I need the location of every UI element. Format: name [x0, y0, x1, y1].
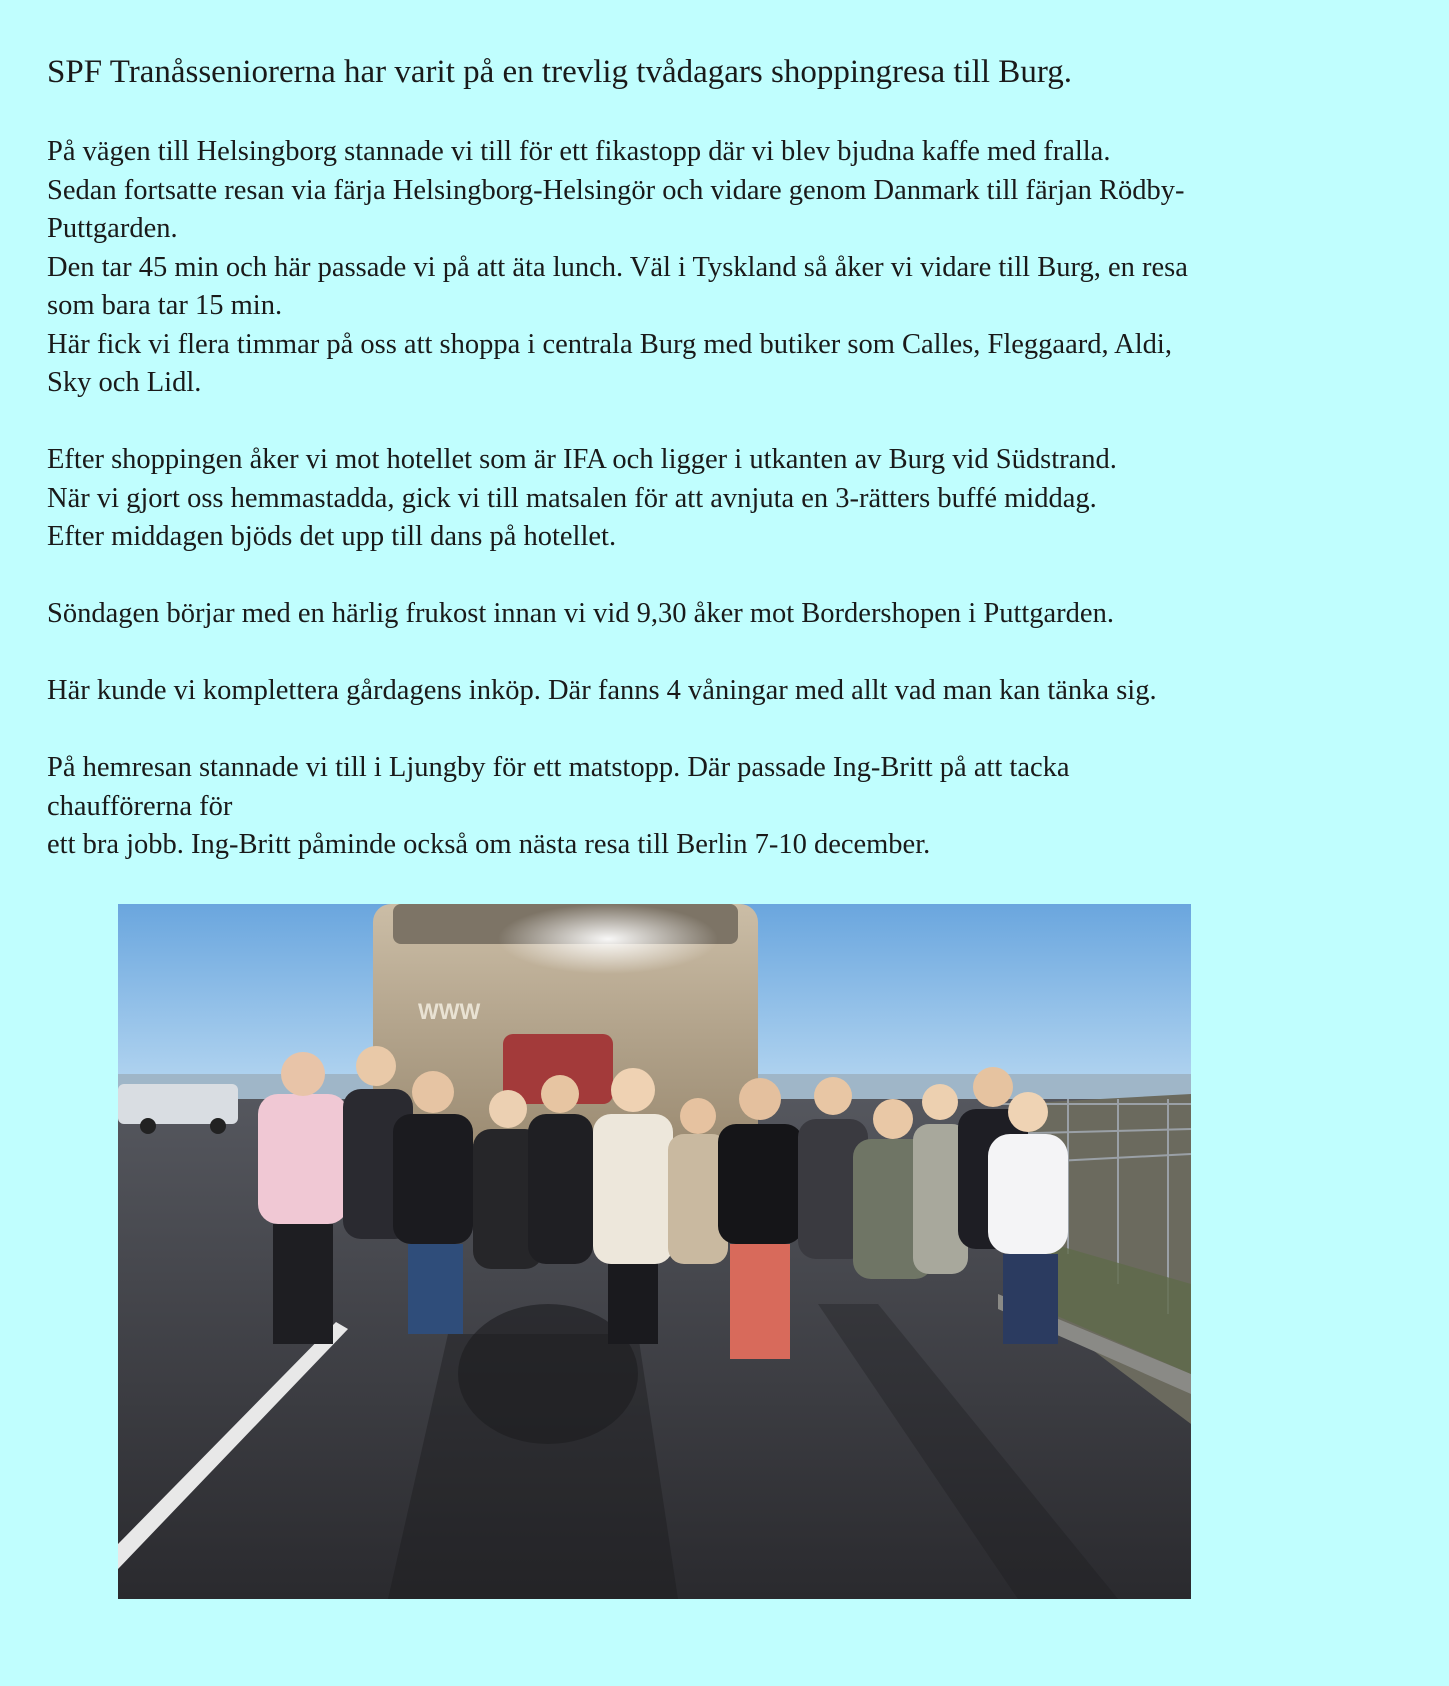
car-wheel	[140, 1118, 156, 1134]
text-line: Den tar 45 min och här passade vi på att äta lunch. Väl i Tyskland så åker vi vidare till Burg, en resa	[47, 251, 1188, 283]
paragraph-gap	[47, 634, 1407, 673]
paragraph	[47, 749, 1407, 865]
text-line: Puttgarden.	[47, 213, 178, 244]
paragraph	[47, 133, 1407, 403]
bus-plate-text: WWW	[418, 999, 481, 1024]
paragraph-gap	[47, 403, 1407, 442]
text-line: ett bra jobb. Ing-Britt påminde också om nästa resa till Berlin 7-10 december.	[47, 829, 931, 860]
paragraph-gap	[47, 711, 1407, 750]
paragraph	[47, 441, 1407, 557]
paragraph-gap	[47, 557, 1407, 596]
paragraph	[47, 595, 1407, 634]
text-line: Efter middagen bjöds det upp till dans på hotellet.	[47, 521, 617, 552]
text-line: Söndagen börjar med en härlig frukost innan vi vid 9,30 åker mot Bordershopen i Puttgarden.	[47, 598, 1114, 629]
text-line: som bara tar 15 min.	[47, 290, 283, 321]
group-photo-illustration	[118, 904, 1191, 1599]
article-body	[47, 133, 1407, 865]
parked-car	[118, 1084, 238, 1124]
text-line: Sedan fortsatte resan via färja Helsingborg-Helsingör och vidare genom Danmark till färjan Rödby-	[47, 174, 1185, 206]
group-photo	[118, 904, 1191, 1599]
text-line: chaufförerna för	[47, 790, 233, 822]
text-line: När vi gjort oss hemmastadda, gick vi till matsalen för att avnjuta en 3-rätters buffé middag.	[47, 482, 1097, 514]
paragraph	[47, 672, 1407, 711]
car-wheel	[210, 1118, 226, 1134]
text-line: På hemresan stannade vi till i Ljungby för ett matstopp. Där passade Ing-Britt på att tacka	[47, 752, 1070, 783]
sun-glare	[498, 904, 718, 974]
document-title: SPF Tranåsseniorerna har varit på en trevlig tvådagars shoppingresa till Burg.	[47, 54, 1072, 90]
text-line: Sky och Lidl.	[47, 367, 202, 398]
text-line: På vägen till Helsingborg stannade vi till för ett fikastopp där vi blev bjudna kaffe med fralla.	[47, 136, 1111, 167]
text-line: Här kunde vi komplettera gårdagens inköp. Där fanns 4 våningar med allt vad man kan tänka sig.	[47, 675, 1157, 706]
text-line: Efter shoppingen åker vi mot hotellet som är IFA och ligger i utkanten av Burg vid Südstrand.	[47, 444, 1117, 475]
text-line: Här fick vi flera timmar på oss att shoppa i centrala Burg med butiker som Calles, Fleggaard, Aldi,	[47, 328, 1172, 360]
